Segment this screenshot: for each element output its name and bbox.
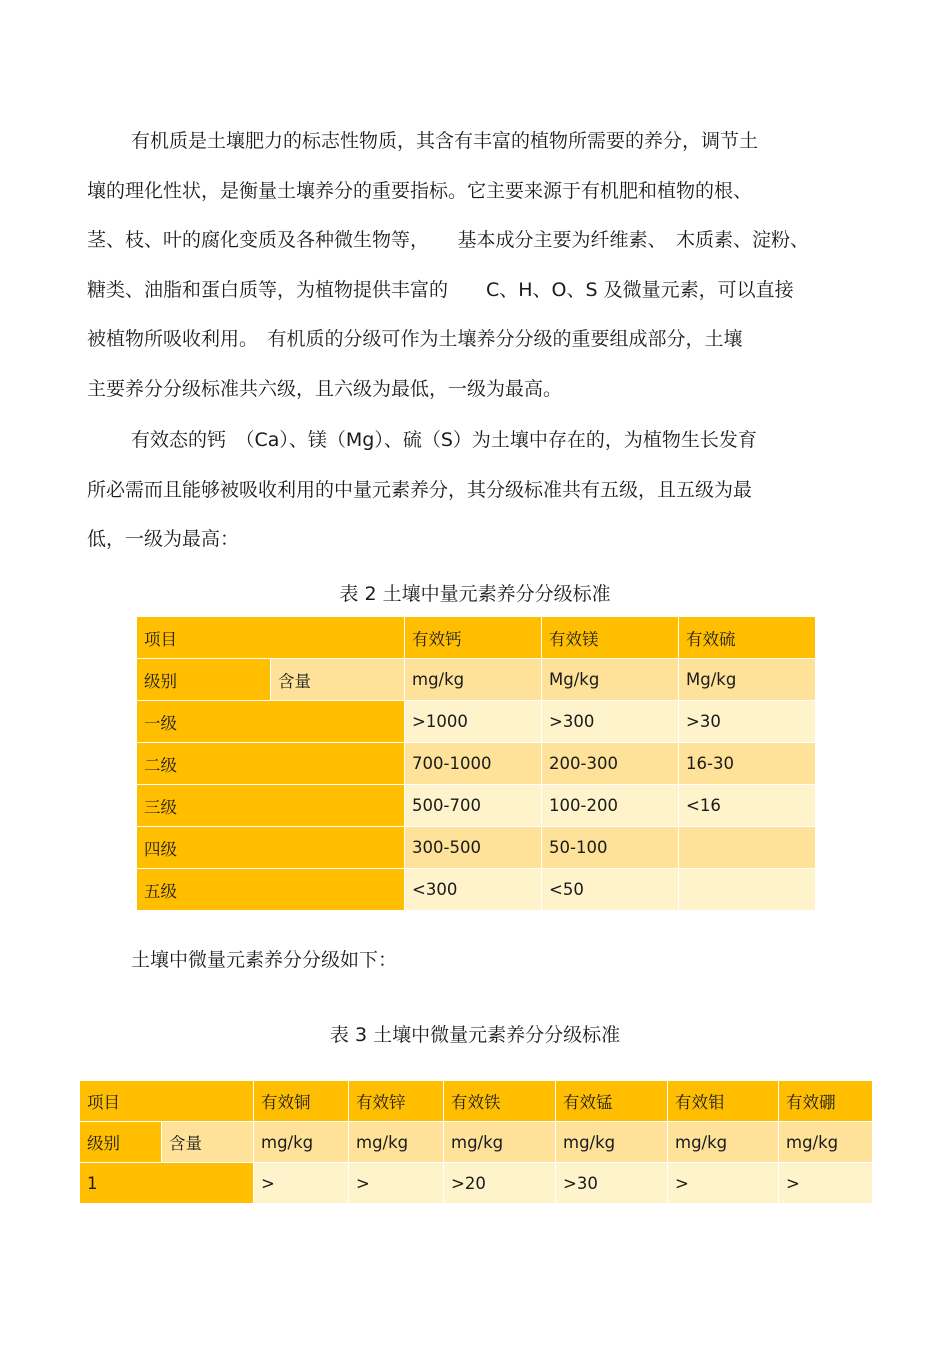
level-cell: 一级 (137, 701, 405, 743)
value-cell: >1000 (405, 701, 542, 743)
table-row (137, 869, 816, 911)
paragraph-trace-elements: 土壤中微量元素养分分级如下： (131, 949, 398, 971)
table-row (137, 743, 816, 785)
unit-cell: mg/kg (405, 659, 542, 701)
level-cell: 五级 (137, 869, 405, 911)
table-trace-elements (79, 1080, 873, 1204)
header-magnesium: 有效镁 (542, 617, 679, 659)
level-cell: 四级 (137, 827, 405, 869)
text-line: 被植物所吸收利用。 有机质的分级可作为土壤养分分级的重要组成部分，土壤 (87, 328, 743, 350)
value-cell: > (349, 1163, 444, 1204)
unit-cell: Mg/kg (679, 659, 816, 701)
table-units-row (137, 659, 816, 701)
unit-cell: mg/kg (668, 1122, 779, 1163)
table-header-row (137, 617, 816, 659)
header-item: 项目 (80, 1081, 254, 1122)
value-cell: >30 (679, 701, 816, 743)
table-row (137, 701, 816, 743)
table-row (137, 785, 816, 827)
text-line: 低，一级为最高： (87, 528, 240, 550)
text-line: 糖类、油脂和蛋白质等，为植物提供丰富的 C、H、O、S 及微量元素，可以直接 (87, 278, 794, 301)
value-cell (679, 827, 816, 869)
value-cell: 100-200 (542, 785, 679, 827)
header-boron: 有效硼 (779, 1081, 873, 1122)
value-cell: 300-500 (405, 827, 542, 869)
value-cell: 700-1000 (405, 743, 542, 785)
level-label: 级别 (137, 659, 271, 701)
text-line: 壤的理化性状，是衡量土壤养分的重要指标。它主要来源于有机肥和植物的根、 (87, 179, 753, 202)
header-copper: 有效铜 (254, 1081, 349, 1122)
level-cell: 三级 (137, 785, 405, 827)
text-line: 有效态的钙 （Ca）、镁（Mg）、硫（S）为土壤中存在的，为植物生长发育 (131, 429, 757, 451)
level-cell: 二级 (137, 743, 405, 785)
header-manganese: 有效锰 (556, 1081, 668, 1122)
text-line: 所必需而且能够被吸收利用的中量元素养分，其分级标准共有五级，且五级为最 (87, 478, 753, 501)
unit-cell: mg/kg (556, 1122, 668, 1163)
paragraph-secondary-elements (87, 416, 867, 565)
header-zinc: 有效锌 (349, 1081, 444, 1122)
content-label: 含量 (271, 659, 405, 701)
table-row (80, 1163, 873, 1204)
level-cell: 1 (80, 1163, 254, 1204)
unit-cell: Mg/kg (542, 659, 679, 701)
header-iron: 有效铁 (444, 1081, 556, 1122)
value-cell: 50-100 (542, 827, 679, 869)
text-line: 有机质是土壤肥力的标志性物质，其含有丰富的植物所需要的养分，调节土 (131, 130, 759, 152)
value-cell: 16-30 (679, 743, 816, 785)
table3-caption: 表 3 土壤中微量元素养分分级标准 (329, 1024, 621, 1046)
text-line: 茎、枝、叶的腐化变质及各种微生物等， 基本成分主要为纤维素、 木质素、淀粉、 (87, 229, 810, 251)
paragraph-organic-matter (87, 117, 867, 414)
value-cell: >20 (444, 1163, 556, 1204)
unit-cell: mg/kg (444, 1122, 556, 1163)
value-cell: > (668, 1163, 779, 1204)
unit-cell: mg/kg (779, 1122, 873, 1163)
value-cell: <50 (542, 869, 679, 911)
value-cell: 200-300 (542, 743, 679, 785)
text-line: 主要养分分级标准共六级，且六级为最低，一级为最高。 (87, 377, 563, 400)
table2-caption: 表 2 土壤中量元素养分分级标准 (339, 583, 611, 605)
header-molybdenum: 有效钼 (668, 1081, 779, 1122)
table-header-row (80, 1081, 873, 1122)
value-cell: > (254, 1163, 349, 1204)
header-calcium: 有效钙 (405, 617, 542, 659)
header-item: 项目 (137, 617, 405, 659)
value-cell: >30 (556, 1163, 668, 1204)
table-secondary-elements (136, 616, 816, 911)
table-units-row (80, 1122, 873, 1163)
level-label: 级别 (80, 1122, 162, 1163)
unit-cell: mg/kg (349, 1122, 444, 1163)
value-cell: > (779, 1163, 873, 1204)
value-cell: 500-700 (405, 785, 542, 827)
unit-cell: mg/kg (254, 1122, 349, 1163)
content-label: 含量 (162, 1122, 254, 1163)
value-cell (679, 869, 816, 911)
value-cell: >300 (542, 701, 679, 743)
value-cell: <16 (679, 785, 816, 827)
header-sulfur: 有效硫 (679, 617, 816, 659)
table-row (137, 827, 816, 869)
value-cell: <300 (405, 869, 542, 911)
